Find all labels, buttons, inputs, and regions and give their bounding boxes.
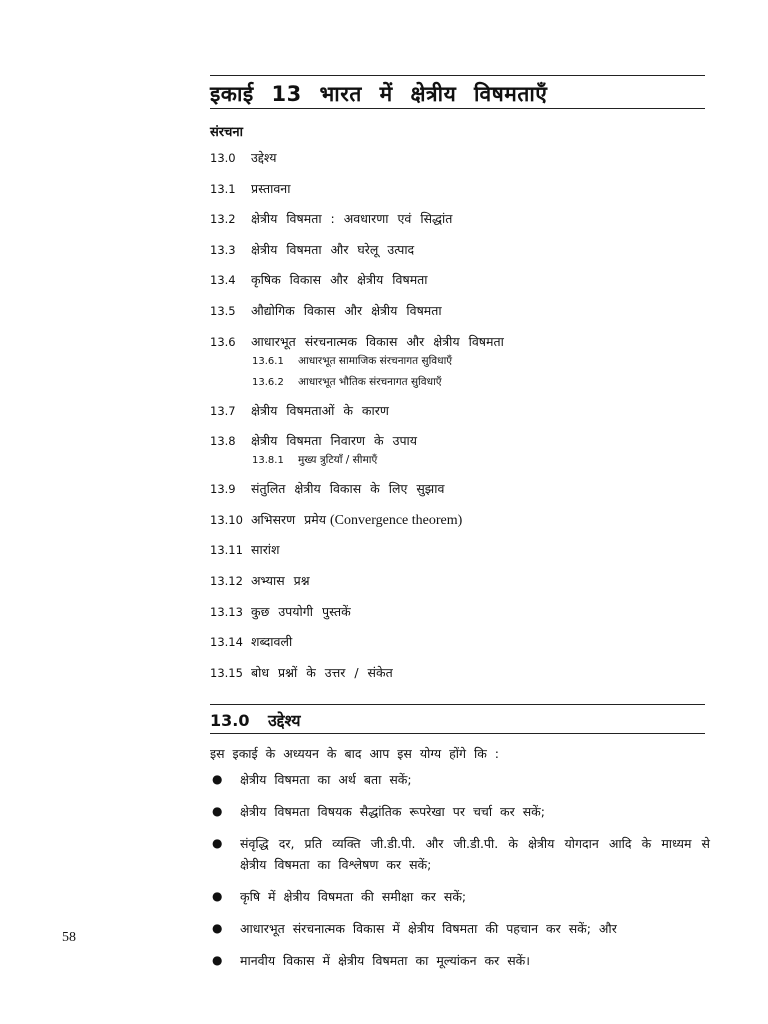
toc-number: 13.15 xyxy=(210,665,243,680)
toc-label: शब्दावली xyxy=(251,634,293,650)
toc-item xyxy=(210,479,710,510)
bullet-icon: ● xyxy=(212,836,223,850)
title-top-rule xyxy=(210,75,705,76)
toc-subitem xyxy=(210,451,710,479)
list-item xyxy=(210,886,710,907)
section-top-rule xyxy=(210,704,705,705)
toc-number: 13.7 xyxy=(210,403,236,418)
toc-label: उद्देश्य xyxy=(251,150,277,165)
toc-subnumber: 13.6.1 xyxy=(252,355,284,367)
section-bottom-rule xyxy=(210,733,705,734)
toc-number: 13.3 xyxy=(210,242,236,257)
toc-item xyxy=(210,663,710,694)
toc-item xyxy=(210,602,710,633)
section-heading xyxy=(210,709,301,731)
objective-text: क्षेत्रीय विषमता का अर्थ बता सकें; xyxy=(240,772,412,787)
toc-label: कुछ उपयोगी पुस्तकें xyxy=(251,603,351,619)
toc-number: 13.10 xyxy=(210,512,243,527)
table-of-contents xyxy=(210,148,710,693)
bullet-icon: ● xyxy=(212,953,223,967)
toc-label: बोध प्रश्नों के उत्तर / संकेत xyxy=(251,664,393,680)
list-item xyxy=(210,801,710,822)
toc-label: क्षेत्रीय विषमता : अवधारणा एवं सिद्धांत xyxy=(251,211,453,227)
toc-item xyxy=(210,148,710,179)
objectives-intro: इस इकाई के अध्ययन के बाद आप इस योग्य होंगे कि : xyxy=(210,746,499,761)
toc-subnumber: 13.6.2 xyxy=(252,376,284,388)
list-item xyxy=(210,918,710,939)
toc-number: 13.4 xyxy=(210,273,236,288)
toc-item xyxy=(210,571,710,602)
list-item xyxy=(210,833,710,875)
toc-label: सारांश xyxy=(251,542,280,558)
bullet-icon: ● xyxy=(212,804,223,818)
objective-text: आधारभूत संरचनात्मक विकास में क्षेत्रीय विषमता की पहचान कर सकें; और xyxy=(240,921,617,936)
list-item xyxy=(210,950,710,971)
toc-item xyxy=(210,510,710,541)
toc-number: 13.1 xyxy=(210,181,236,196)
bullet-icon: ● xyxy=(212,772,223,786)
toc-label: कृषिक विकास और क्षेत्रीय विषमता xyxy=(251,272,428,288)
section-number: 13.0 xyxy=(210,711,250,730)
structure-heading: संरचना xyxy=(210,125,243,140)
toc-number: 13.11 xyxy=(210,543,243,558)
objective-text: कृषि में क्षेत्रीय विषमता की समीक्षा कर सकें; xyxy=(240,889,467,904)
bullet-icon: ● xyxy=(212,889,223,903)
toc-number: 13.0 xyxy=(210,151,236,165)
toc-item xyxy=(210,431,710,451)
toc-number: 13.13 xyxy=(210,604,243,619)
page-number: 58 xyxy=(62,930,76,945)
objective-text: मानवीय विकास में क्षेत्रीय विषमता का मूल्यांकन कर सकें। xyxy=(240,953,530,968)
toc-label: प्रस्तावना xyxy=(251,180,291,196)
toc-subitem xyxy=(210,373,710,401)
toc-label: क्षेत्रीय विषमताओं के कारण xyxy=(251,402,389,418)
toc-item xyxy=(210,179,710,210)
objectives-list xyxy=(210,769,710,982)
unit-title: इकाई 13 भारत में क्षेत्रीय विषमताएँ xyxy=(210,82,548,106)
toc-label: क्षेत्रीय विषमता और घरेलू उत्पाद xyxy=(251,241,415,257)
list-item xyxy=(210,769,710,790)
toc-subitem xyxy=(210,352,710,373)
toc-sublabel: आधारभूत सामाजिक संरचनागत सुविधाएँ xyxy=(298,354,453,367)
toc-item xyxy=(210,301,710,332)
objective-text: क्षेत्रीय विषमता विषयक सैद्धांतिक रूपरेखा पर चर्चा कर सकें; xyxy=(240,804,545,819)
toc-label-english: (Convergence theorem) xyxy=(329,512,463,528)
toc-item xyxy=(210,332,710,352)
toc-item xyxy=(210,209,710,240)
toc-number: 13.5 xyxy=(210,303,236,318)
toc-label: अभिसरण प्रमेय xyxy=(251,511,326,527)
toc-number: 13.8 xyxy=(210,434,236,449)
title-bottom-rule xyxy=(210,108,705,109)
toc-label: क्षेत्रीय विषमता निवारण के उपाय xyxy=(251,433,418,449)
toc-item xyxy=(210,632,710,663)
toc-label: आधारभूत संरचनात्मक विकास और क्षेत्रीय विषमता xyxy=(251,333,504,349)
toc-item xyxy=(210,401,710,432)
toc-sublabel: मुख्य त्रुटियाँ / सीमाएँ xyxy=(298,454,378,467)
section-title: उद्देश्य xyxy=(268,711,301,730)
toc-subnumber: 13.8.1 xyxy=(252,455,284,467)
toc-item xyxy=(210,270,710,301)
toc-sublabel: आधारभूत भौतिक संरचनागत सुविधाएँ xyxy=(298,375,442,388)
toc-label: औद्योगिक विकास और क्षेत्रीय विषमता xyxy=(251,302,442,318)
toc-number: 13.14 xyxy=(210,635,243,650)
toc-item xyxy=(210,240,710,271)
toc-label: संतुलित क्षेत्रीय विकास के लिए सुझाव xyxy=(251,481,445,497)
objective-text: संवृद्धि दर, प्रति व्यक्ति जी.डी.पी. और जी.डी.पी. के क्षेत्रीय योगदान आदि के माध्यम से क्षेत्रीय विषमता का विश्लेषण कर सकें; xyxy=(240,836,710,872)
bullet-icon: ● xyxy=(212,921,223,935)
toc-number: 13.9 xyxy=(210,482,236,497)
toc-number: 13.2 xyxy=(210,212,236,227)
toc-item xyxy=(210,540,710,571)
toc-number: 13.12 xyxy=(210,573,243,588)
toc-label: अभ्यास प्रश्न xyxy=(251,572,310,588)
toc-number: 13.6 xyxy=(210,334,236,349)
